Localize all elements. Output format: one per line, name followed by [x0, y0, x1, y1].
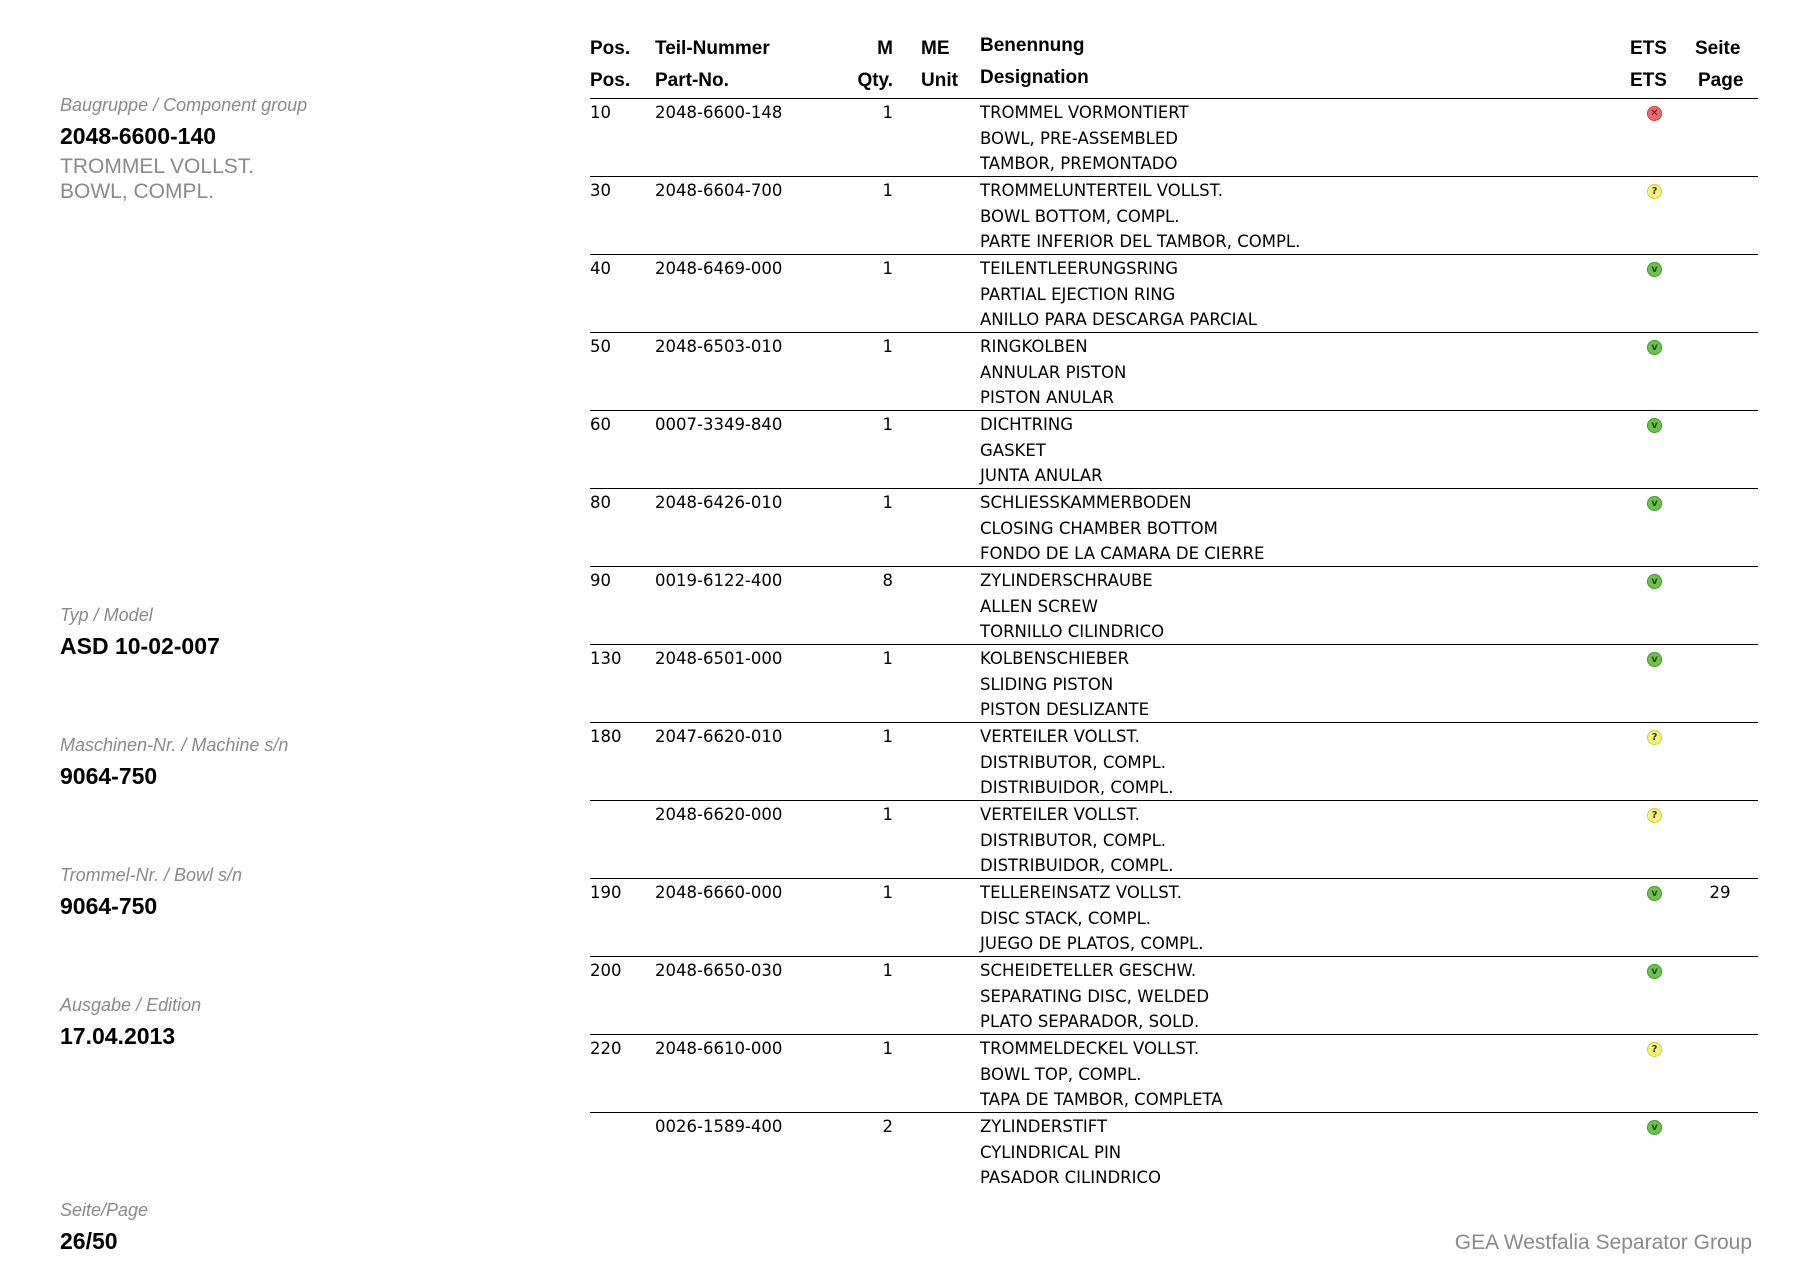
part-number-cell: 0026-1589-400: [655, 1117, 783, 1136]
pos-cell: 180: [590, 727, 622, 746]
designation-es: TORNILLO CILINDRICO: [980, 622, 1165, 642]
parts-table: [590, 34, 1758, 1190]
check-icon: v: [1647, 652, 1662, 667]
check-icon: v: [1647, 574, 1662, 589]
designation-cell: [980, 646, 1149, 723]
header-ets-de: ETS: [1630, 38, 1667, 59]
designation-es: DISTRIBUIDOR, COMPL.: [980, 778, 1174, 798]
table-row: [590, 801, 1758, 879]
designation-cell: [980, 256, 1257, 333]
designation-en: DISC STACK, COMPL.: [980, 908, 1152, 928]
pos-cell: 50: [590, 337, 611, 356]
designation-cell: [980, 1114, 1161, 1191]
table-row: [590, 1113, 1758, 1190]
qty-cell: 1: [882, 181, 893, 200]
qty-cell: 1: [882, 649, 893, 668]
table-row: [590, 411, 1758, 489]
part-number-cell: 2048-6501-000: [655, 649, 783, 668]
pos-cell: 40: [590, 259, 611, 278]
designation-en: GASKET: [980, 440, 1046, 460]
qty-cell: 1: [882, 961, 893, 980]
table-row: [590, 255, 1758, 333]
designation-es: ANILLO PARA DESCARGA PARCIAL: [980, 310, 1257, 330]
bowl-sn-block: [60, 864, 242, 920]
designation-en: CYLINDRICAL PIN: [980, 1142, 1122, 1162]
header-pos-en: Pos.: [590, 70, 631, 91]
designation-en: BOWL BOTTOM, COMPL.: [980, 206, 1180, 226]
designation-cell: [980, 412, 1103, 489]
designation-cell: [980, 802, 1174, 879]
designation-es: PLATO SEPARADOR, SOLD.: [980, 1012, 1200, 1032]
designation-en: PARTIAL EJECTION RING: [980, 284, 1176, 304]
check-icon: v: [1647, 1120, 1662, 1135]
check-icon: v: [1647, 418, 1662, 433]
designation-cell: [980, 100, 1189, 177]
designation-cell: [980, 490, 1264, 567]
qty-cell: 2: [882, 1117, 893, 1136]
designation-en: ANNULAR PISTON: [980, 362, 1127, 382]
designation-en: DISTRIBUTOR, COMPL.: [980, 752, 1167, 772]
designation-cell: [980, 334, 1126, 411]
header-page-en: Page: [1698, 70, 1744, 91]
component-group-block: [60, 94, 307, 204]
qty-cell: 1: [882, 493, 893, 512]
table-row: [590, 333, 1758, 411]
part-number-cell: 2048-6660-000: [655, 883, 783, 902]
model-block: [60, 604, 220, 660]
qty-cell: 1: [882, 727, 893, 746]
page-value: 26/50: [60, 1228, 118, 1254]
designation-en: CLOSING CHAMBER BOTTOM: [980, 518, 1218, 538]
header-page-de: Seite: [1695, 38, 1741, 59]
part-number-cell: 2048-6600-148: [655, 103, 783, 122]
check-icon: v: [1647, 340, 1662, 355]
qty-cell: 1: [882, 259, 893, 278]
designation-es: PISTON DESLIZANTE: [980, 700, 1150, 720]
designation-de: TROMMEL VORMONTIERT: [980, 103, 1189, 122]
bowl-sn-label: Trommel-Nr. / Bowl s/n: [60, 865, 243, 885]
question-icon: ?: [1647, 184, 1662, 199]
table-row: [590, 489, 1758, 567]
designation-en: BOWL TOP, COMPL.: [980, 1064, 1142, 1084]
page-label: Seite/Page: [60, 1200, 149, 1220]
question-icon: ?: [1647, 1042, 1662, 1057]
page-ref-cell: 29: [1709, 883, 1731, 902]
designation-en: SLIDING PISTON: [980, 674, 1114, 694]
designation-de: VERTEILER VOLLST.: [980, 805, 1140, 824]
model-label: Typ / Model: [60, 605, 153, 625]
header-name-en: Designation: [980, 67, 1089, 88]
question-icon: ?: [1647, 730, 1662, 745]
edition-label: Ausgabe / Edition: [60, 995, 202, 1015]
header-unit-de: ME: [921, 38, 950, 59]
pos-cell: 190: [590, 883, 622, 902]
pos-cell: 60: [590, 415, 611, 434]
check-icon: v: [1647, 262, 1662, 277]
designation-es: JUNTA ANULAR: [980, 466, 1103, 486]
designation-de: ZYLINDERSCHRAUBE: [980, 571, 1153, 590]
table-header-en: [590, 66, 1758, 98]
designation-de: TROMMELUNTERTEIL VOLLST.: [980, 181, 1224, 200]
header-part-de: Teil-Nummer: [655, 38, 770, 59]
table-header-de: [590, 34, 1758, 66]
qty-cell: 1: [882, 805, 893, 824]
table-row: [590, 99, 1758, 177]
designation-es: DISTRIBUIDOR, COMPL.: [980, 856, 1174, 876]
qty-cell: 1: [882, 883, 893, 902]
designation-cell: [980, 178, 1300, 255]
designation-de: SCHEIDETELLER GESCHW.: [980, 961, 1197, 980]
designation-es: PASADOR CILINDRICO: [980, 1168, 1161, 1188]
designation-cell: [980, 958, 1209, 1035]
header-pos-de: Pos.: [590, 38, 631, 59]
pos-cell: 10: [590, 103, 611, 122]
part-number-cell: 0019-6122-400: [655, 571, 783, 590]
designation-es: PISTON ANULAR: [980, 388, 1114, 408]
designation-cell: [980, 724, 1174, 801]
edition-value: 17.04.2013: [60, 1023, 176, 1049]
designation-de: ZYLINDERSTIFT: [980, 1117, 1108, 1136]
company-footer: GEA Westfalia Separator Group: [1454, 1231, 1752, 1254]
check-icon: v: [1647, 886, 1662, 901]
pos-cell: 220: [590, 1039, 622, 1058]
header-ets-en: ETS: [1630, 70, 1667, 91]
component-group-label: Baugruppe / Component group: [60, 95, 308, 115]
model-value: ASD 10-02-007: [60, 633, 220, 659]
part-number-cell: 2048-6604-700: [655, 181, 783, 200]
designation-de: DICHTRING: [980, 415, 1074, 434]
component-group-number: 2048-6600-140: [60, 123, 217, 149]
table-row: [590, 177, 1758, 255]
part-number-cell: 2048-6650-030: [655, 961, 783, 980]
designation-es: TAMBOR, PREMONTADO: [980, 154, 1178, 174]
qty-cell: 1: [882, 103, 893, 122]
designation-es: TAPA DE TAMBOR, COMPLETA: [980, 1090, 1223, 1110]
pos-cell: 30: [590, 181, 611, 200]
designation-cell: [980, 1036, 1223, 1113]
header-unit-en: Unit: [921, 70, 958, 91]
part-number-cell: 2048-6469-000: [655, 259, 783, 278]
table-row: [590, 645, 1758, 723]
table-row: [590, 1035, 1758, 1113]
table-row: [590, 957, 1758, 1035]
designation-de: RINGKOLBEN: [980, 337, 1088, 356]
component-desc-de: TROMMEL VOLLST.: [60, 155, 255, 178]
pos-cell: 80: [590, 493, 611, 512]
part-number-cell: 2048-6426-010: [655, 493, 783, 512]
part-number-cell: 2048-6503-010: [655, 337, 783, 356]
designation-cell: [980, 880, 1203, 957]
question-icon: ?: [1647, 808, 1662, 823]
part-number-cell: 2048-6610-000: [655, 1039, 783, 1058]
machine-sn-block: [60, 734, 288, 790]
designation-en: ALLEN SCREW: [980, 596, 1098, 616]
edition-block: [60, 994, 201, 1050]
table-row: [590, 723, 1758, 801]
machine-sn-value: 9064-750: [60, 763, 158, 789]
designation-en: SEPARATING DISC, WELDED: [980, 986, 1210, 1006]
check-icon: v: [1647, 964, 1662, 979]
part-number-cell: 2048-6620-000: [655, 805, 783, 824]
pos-cell: 130: [590, 649, 622, 668]
bowl-sn-value: 9064-750: [60, 893, 158, 919]
designation-de: VERTEILER VOLLST.: [980, 727, 1140, 746]
table-body: [590, 99, 1758, 1190]
header-name-de: Benennung: [980, 35, 1085, 56]
designation-es: FONDO DE LA CAMARA DE CIERRE: [980, 544, 1265, 564]
designation-es: JUEGO DE PLATOS, COMPL.: [980, 934, 1204, 954]
pos-cell: 200: [590, 961, 622, 980]
header-qty-de: M: [877, 38, 893, 59]
part-number-cell: 0007-3349-840: [655, 415, 783, 434]
designation-en: DISTRIBUTOR, COMPL.: [980, 830, 1167, 850]
qty-cell: 1: [882, 415, 893, 434]
designation-en: BOWL, PRE-ASSEMBLED: [980, 128, 1178, 148]
pos-cell: 90: [590, 571, 611, 590]
header-qty-en: Qty.: [857, 70, 893, 91]
qty-cell: 1: [882, 1039, 893, 1058]
cross-icon: ✕: [1647, 106, 1662, 121]
designation-de: TEILENTLEERUNGSRING: [980, 259, 1179, 278]
designation-de: SCHLIESSKAMMERBODEN: [980, 493, 1192, 512]
designation-de: TROMMELDECKEL VOLLST.: [980, 1039, 1200, 1058]
designation-de: TELLEREINSATZ VOLLST.: [980, 883, 1183, 902]
machine-sn-label: Maschinen-Nr. / Machine s/n: [60, 735, 289, 755]
table-row: [590, 567, 1758, 645]
qty-cell: 1: [882, 337, 893, 356]
designation-de: KOLBENSCHIEBER: [980, 649, 1130, 668]
part-number-cell: 2047-6620-010: [655, 727, 783, 746]
designation-cell: [980, 568, 1164, 645]
header-part-en: Part-No.: [655, 70, 729, 91]
page-number-block: [60, 1199, 148, 1255]
qty-cell: 8: [882, 571, 893, 590]
component-desc-en: BOWL, COMPL.: [60, 180, 215, 203]
check-icon: v: [1647, 496, 1662, 511]
table-row: [590, 879, 1758, 957]
designation-es: PARTE INFERIOR DEL TAMBOR, COMPL.: [980, 232, 1301, 252]
